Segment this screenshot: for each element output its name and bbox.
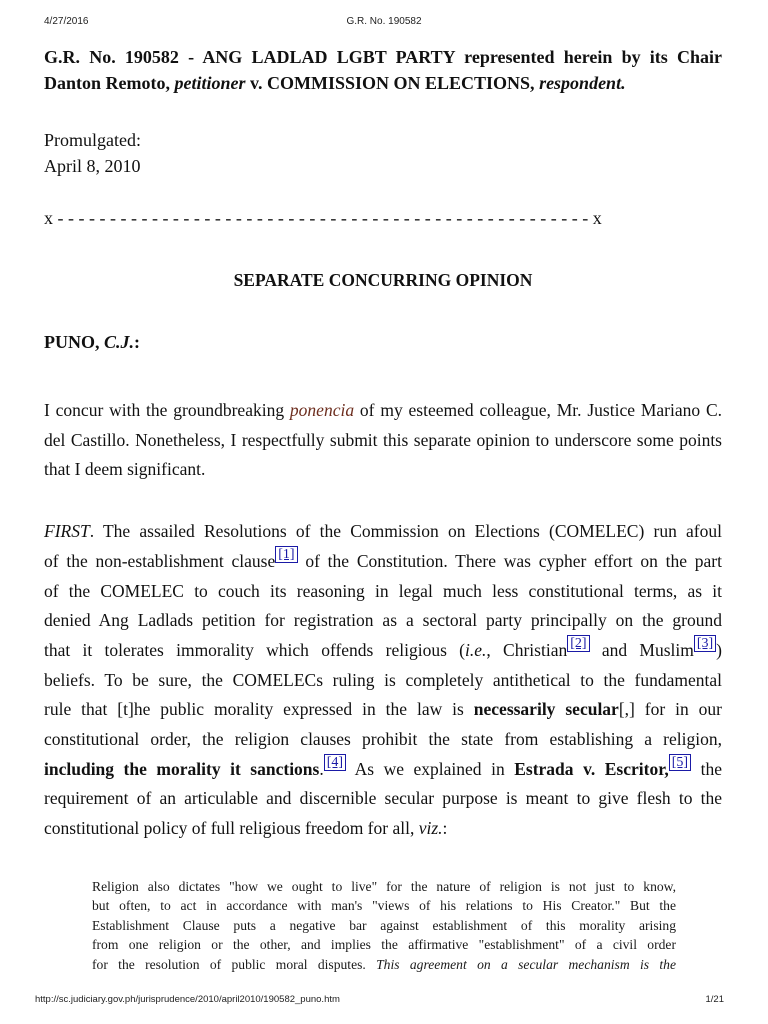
case-citation: Estrada v. Escritor,	[514, 758, 669, 779]
footnote-link-4[interactable]: [4]	[324, 754, 346, 771]
opinion-author: PUNO, C.J.:	[44, 332, 141, 352]
footnote-link-3[interactable]: [3]	[694, 635, 716, 652]
document-body	[44, 44, 722, 844]
footnote-link-2[interactable]: [2]	[567, 635, 589, 652]
page-number: 1/21	[705, 994, 724, 1005]
promulgated-date: April 8, 2010	[44, 156, 141, 176]
first-marker: FIRST	[44, 521, 90, 542]
page-header	[44, 16, 724, 30]
page-footer	[35, 994, 724, 1008]
ponencia-term: ponencia	[289, 400, 355, 420]
footnote-link-5[interactable]: [5]	[669, 754, 691, 771]
source-url: http://sc.judiciary.gov.ph/jurisprudence/2010/april2010/190582_puno.htm	[35, 994, 340, 1005]
promulgated-label: Promulgated:	[44, 130, 141, 150]
block-quote: Religion also dictates "how we ought to live" for the nature of religion is not just to know, but often, to act in accordance with man's "views of his relations to His Creator." But the Establishment Clause puts a negative bar against establishment of this morality arising from one religion or the other, and implies the affirmative "establishment" of a civil order for the resolution of public moral disputes. This agreement on a secular mechanism is the	[92, 879, 676, 972]
case-title: G.R. No. 190582 - ANG LADLAD LGBT PARTY represented herein by its Chair Danton Remoto, petitioner v. COMMISSION ON ELECTIONS, respondent.	[44, 47, 722, 93]
paragraph-first: FIRST. The assailed Resolutions of the Commission on Elections (COMELEC) run afoul of the non-establishment clause [1] of the Constitution. There was cypher effort on the part of the COMELEC to couch its reasoning in legal much less constitutional terms, as it denied Ang Ladlads petition for registration as a sectoral party principally on the ground that it tolerates immorality which offends religious (i.e., Christian [2] and Muslim [3] ) beliefs. To be sure, the COMELECs ruling is completely antithetical to the fundamental rule that [t]he public morality expressed in the law is necessarily secular[,] for in our constitutional order, the religion clauses prohibit the state from establishing a religion, including the morality it sanctions. [4] As we explained in Estrada v. Escritor, [5] the requirement of an articulable and discernible secular purpose is meant to give flesh to the constitutional policy of full religious freedom for all, viz.:	[44, 521, 723, 839]
respondent-label: respondent.	[539, 73, 626, 93]
print-title: G.R. No. 190582	[346, 16, 422, 27]
opinion-heading: SEPARATE CONCURRING OPINION	[233, 270, 533, 290]
separator-line: x - - - - - - - - - - - - - - - - - - - - - - - - - - - - - - - - - - - - - - - - - - - - - - - - - - - x	[44, 208, 602, 228]
paragraph-intro: I concur with the groundbreaking ponencia of my esteemed colleague, Mr. Justice Mariano C. del Castillo. Nonetheless, I respectfully submit this separate opinion to underscore some points that I deem significant.	[44, 400, 722, 480]
print-date: 4/27/2016	[44, 16, 89, 27]
footnote-link-1[interactable]: [1]	[275, 546, 297, 563]
petitioner-label: petitioner	[174, 73, 246, 93]
promulgated-block	[44, 127, 722, 179]
